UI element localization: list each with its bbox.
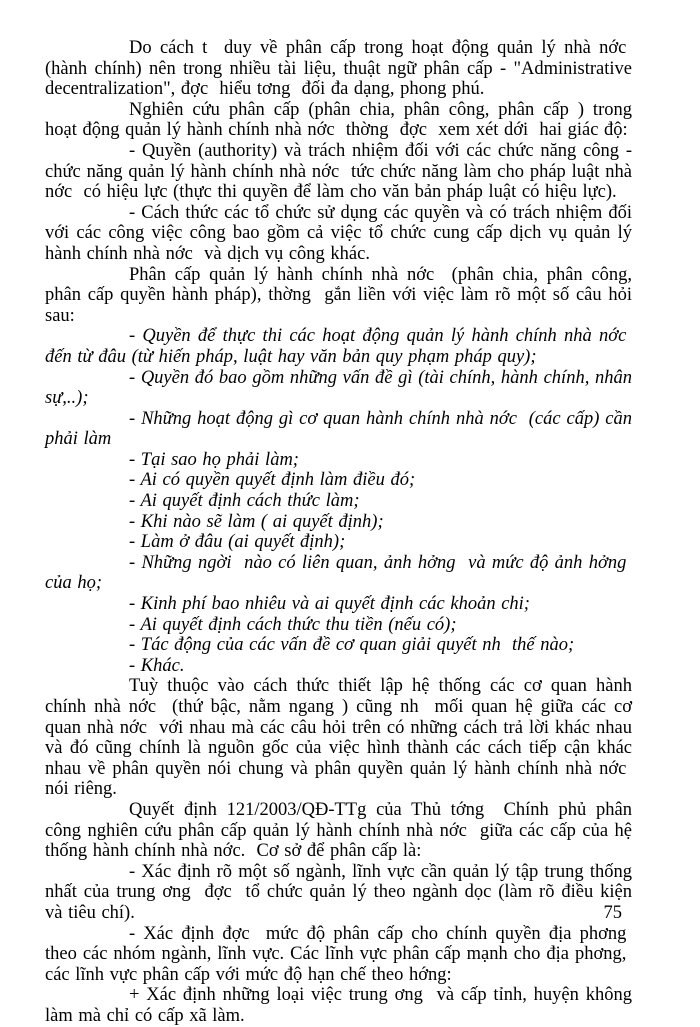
paragraph: - Quyền (authority) và trách nhiệm đối với các chức năng công - chức năng quản lý hành chính nhà nớc tức chức năng làm cho pháp luật nhà nớc có hiệu lực (thực thi quyền để làm cho văn bản pháp luật có hiệu lực). [45, 140, 632, 203]
paragraph: - Quyền để thực thi các hoạt động quản lý hành chính nhà nớc đến từ đâu (từ hiến pháp, luật hay văn bản quy phạm pháp quy); [45, 326, 632, 367]
paragraph: - Ai quyết định cách thức làm; [129, 491, 360, 512]
paragraph: Phân cấp quản lý hành chính nhà nớc (phân chia, phân công, phân cấp quyền hành pháp), thờng gắn liền với việc làm rõ một số câu hỏi sau: [45, 264, 632, 326]
paragraph: - Xác định đợc mức độ phân cấp cho chính quyền địa phơng theo các nhóm ngành, lĩnh vực. Các lĩnh vực phân cấp mạnh cho địa phơng, các lĩnh vực phân cấp với mức độ hạn chế theo hớng: [45, 923, 632, 985]
paragraph: Quyết định 121/2003/QĐ-TTg của Thủ tớng Chính phủ phân công nghiên cứu phân cấp quản lý hành chính nhà nớc giữa các cấp của hệ thống hành chính nhà nớc. Cơ sở để phân cấp là: [45, 799, 632, 862]
paragraph: + Xác định những loại việc trung ơng và cấp tỉnh, huyện không làm mà chỉ có cấp xã làm. [45, 985, 632, 1026]
paragraph: - Tại sao họ phải làm; [129, 449, 299, 470]
document-body [45, 38, 632, 1027]
paragraph: Tuỳ thuộc vào cách thức thiết lập hệ thống các cơ quan hành chính nhà nớc (thứ bậc, nằm ngang ) cũng nh mối quan hệ giữa các cơ quan nhà nớc với nhau mà các câu hỏi trên có những cách trả lời khác nhau và đó cũng chính là nguồn gốc của việc hình thành các cách tiếp cận khác nhau về phân quyền nói chung và phân quyền quản lý hành chính nhà nớc nói riêng. [45, 676, 632, 800]
paragraph: Do cách t duy về phân cấp trong hoạt động quản lý nhà nớc (hành chính) nên trong nhiều tài liệu, thuật ngữ phân cấp - "Administrative decentralization", đợc hiểu tơng đối đa dạng, phong phú. [45, 38, 632, 100]
paragraph: - Kinh phí bao nhiêu và ai quyết định các khoản chi; [129, 594, 530, 615]
paragraph: - Những ngời nào có liên quan, ảnh hởng và mức độ ảnh hởng của họ; [45, 552, 632, 594]
paragraph: - Ai quyết định cách thức thu tiền (nếu có); [129, 614, 457, 635]
page-number: 75 [603, 903, 622, 923]
paragraph: - Tác động của các vấn đề cơ quan giải quyết nh thế nào; [129, 635, 575, 656]
paragraph: - Cách thức các tổ chức sử dụng các quyền và có trách nhiệm đối với các công việc công bao gồm cả việc tổ chức cung cấp dịch vụ quản lý hành chính nhà nớc và dịch vụ công khác. [45, 202, 632, 264]
paragraph: - Ai có quyền quyết định làm điều đó; [129, 470, 416, 491]
paragraph: - Xác định rõ một số ngành, lĩnh vực cần quản lý tập trung thống nhất của trung ơng đợc tổ chức quản lý theo ngành dọc (làm rõ điều kiện và tiêu chí). [45, 861, 632, 923]
paragraph: - Làm ở đâu (ai quyết định); [129, 532, 346, 553]
paragraph: - Những hoạt động gì cơ quan hành chính nhà nớc (các cấp) cần phải làm [45, 408, 632, 450]
paragraph: Nghiên cứu phân cấp (phân chia, phân công, phân cấp ) trong hoạt động quản lý hành chính nhà nớc thờng đợc xem xét dới hai giác độ: [45, 99, 632, 141]
paragraph: - Quyền đó bao gồm những vấn đề gì (tài chính, hành chính, nhân sự,..); [45, 367, 632, 409]
paragraph: - Khác. [129, 655, 185, 676]
paragraph: - Khi nào sẽ làm ( ai quyết định); [129, 511, 384, 532]
